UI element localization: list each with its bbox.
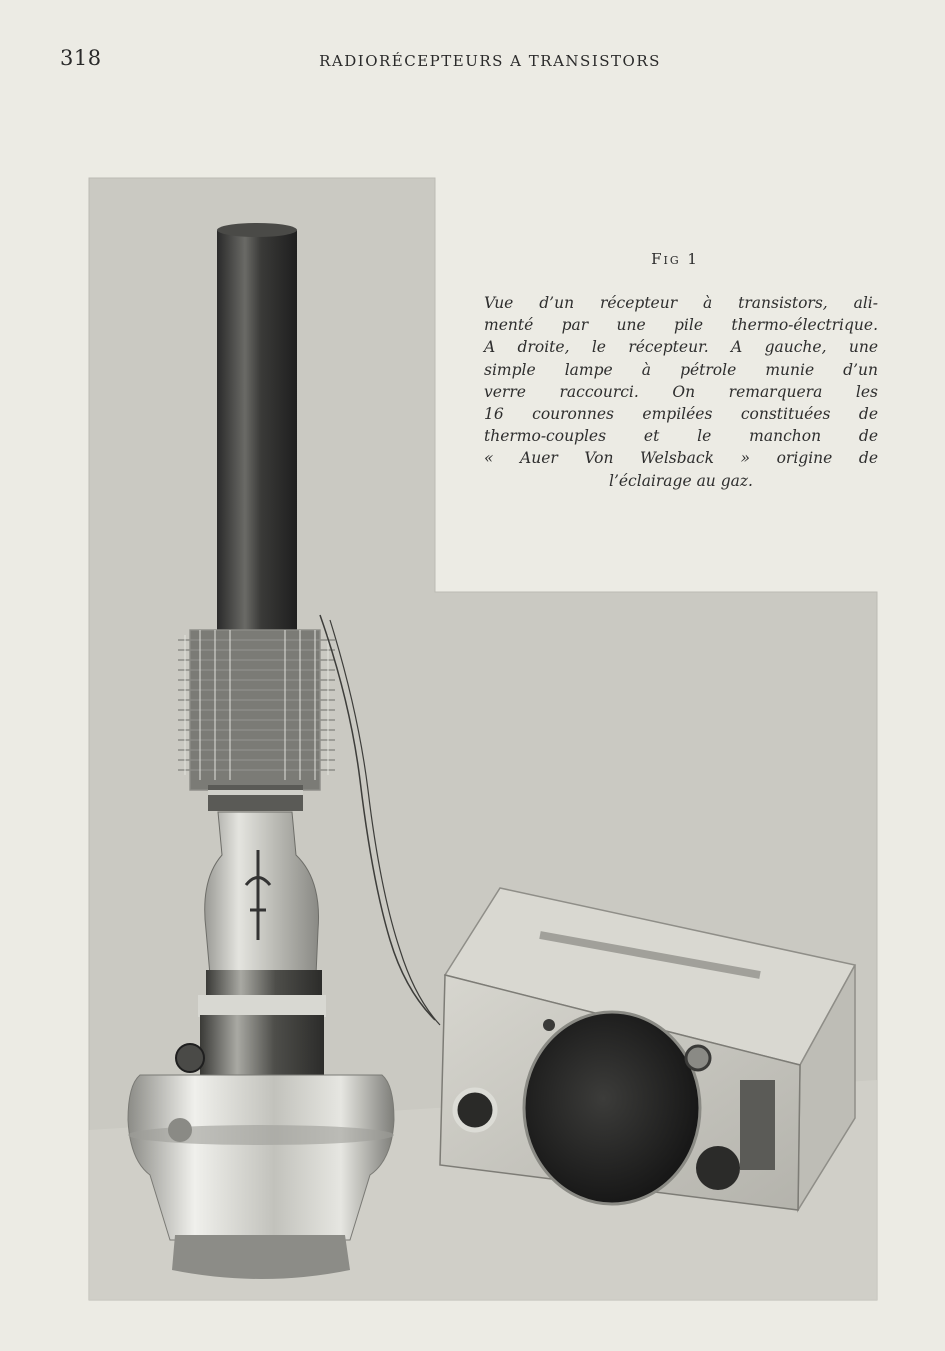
lamp-base [128,1075,394,1240]
caption-line: Vue d’un récepteur à transistors, ali- [484,294,878,312]
chimney-tube [217,228,297,638]
wick-knob [176,1044,204,1072]
tuning-knob [455,1090,495,1130]
volume-knob [696,1146,740,1190]
page-number: 318 [60,46,102,70]
caption-line: A droite, le récepteur. A gauche, une [484,338,878,357]
figure-label: Fig 1 [651,250,699,268]
caption-line: verre raccourci. On remarquera les [484,382,878,401]
caption-line: 16 couronnes empilées constituées de [484,405,878,424]
caption-line: thermo-couples et le manchon de [484,427,878,446]
caption-line: menté par une pile thermo-électrique. [484,316,878,335]
thermocouple-crowns [178,630,335,790]
caption-line: « Auer Von Welsback » origine de [484,449,878,468]
figure-caption [484,292,878,492]
running-head: RADIORÉCEPTEURS A TRANSISTORS [319,52,661,70]
caption-line: l’éclairage au gaz. [609,471,753,490]
caption-line: simple lampe à pétrole munie d’un [484,360,878,379]
speaker-grille [524,1012,700,1204]
